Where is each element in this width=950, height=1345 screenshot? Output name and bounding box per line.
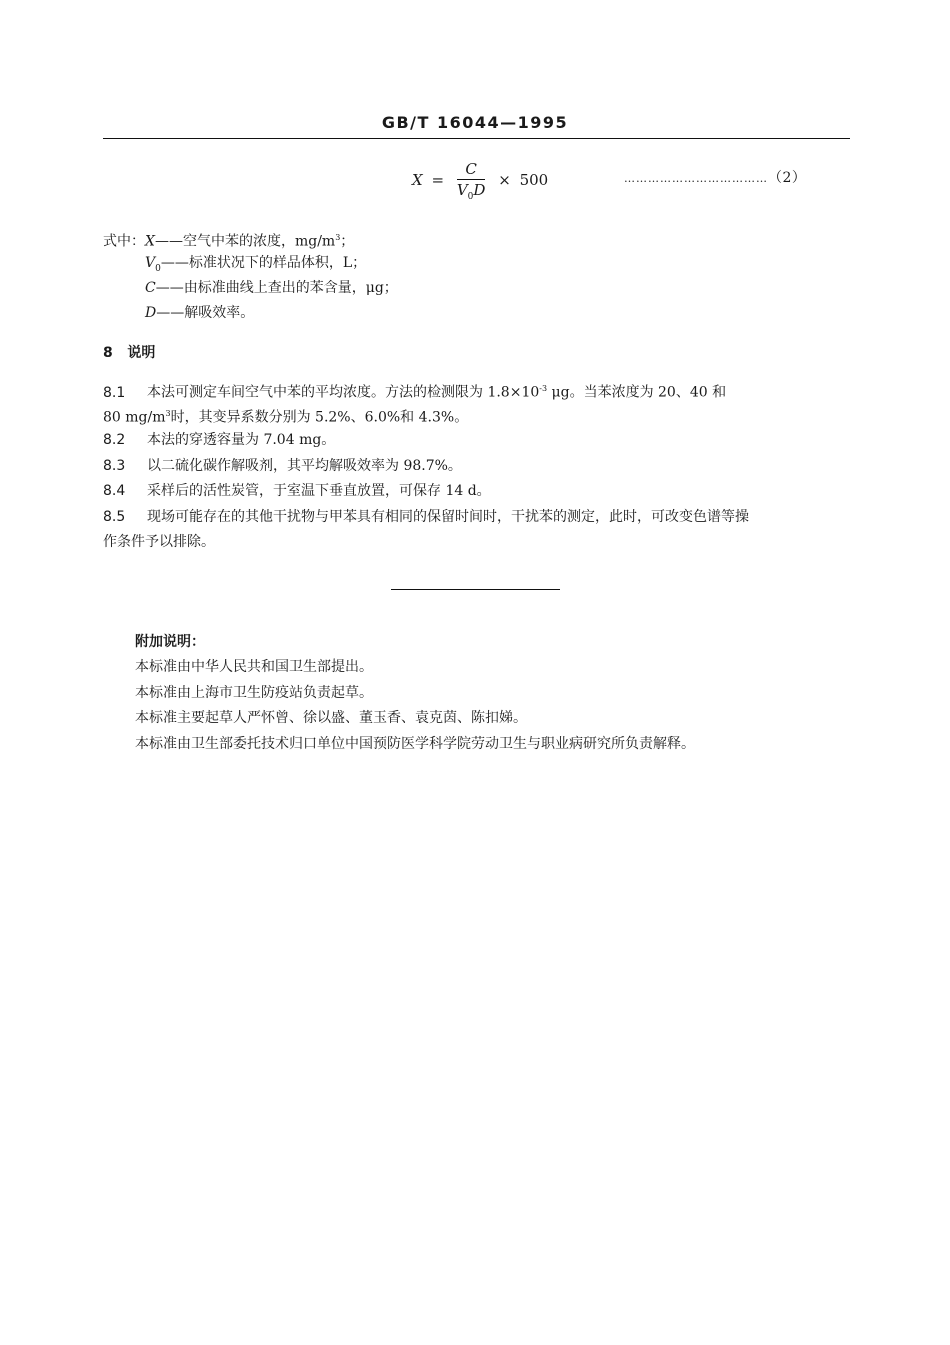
where-item-c <box>145 277 398 299</box>
formula-denominator-sub: 0 <box>467 192 474 202</box>
where-dash: —— <box>155 280 184 296</box>
clause-number: 8.5 <box>103 509 126 525</box>
clause-number: 8.3 <box>103 458 126 474</box>
where-sup: 3 <box>335 233 341 242</box>
formula-factor: 500 <box>519 171 549 189</box>
clause-text: 采样后的活性炭管，于室温下垂直放置，可保存 14 d。 <box>147 483 491 499</box>
formula-equals: = <box>431 171 445 189</box>
formula-fraction <box>457 160 486 202</box>
where-symbol: C <box>145 280 156 296</box>
where-desc: 空气中苯的浓度，mg/m <box>182 233 336 250</box>
clause-text: 作条件予以排除。 <box>103 534 215 550</box>
where-symbol: X <box>145 233 155 250</box>
equation-dots: ……………………………… <box>624 172 768 185</box>
formula-times: × <box>498 171 511 189</box>
section-title: 说明 <box>127 345 156 361</box>
formula-numerator: C <box>457 160 486 180</box>
appendix-line: 本标准由中华人民共和国卫生部提出。 <box>135 659 373 675</box>
clause-8-5-line2 <box>103 531 215 553</box>
clause-number: 8.1 <box>103 384 126 401</box>
clause-8-3 <box>103 455 462 477</box>
appendix-line: 本标准主要起草人严怀曾、徐以盛、董玉香、袁克茵、陈扣娣。 <box>135 710 527 726</box>
clause-text: μg。当苯浓度为 20、40 和 <box>547 384 727 401</box>
document-header: GB/T 16044—1995 <box>381 113 569 132</box>
clause-text: 现场可能存在的其他干扰物与甲苯具有相同的保留时间时，干扰苯的测定，此时，可改变色谱等操 <box>147 509 749 525</box>
clause-8-1-line2 <box>103 403 468 429</box>
where-desc: 解吸效率。 <box>184 305 255 321</box>
where-desc: 由标准曲线上查出的苯含量，μg； <box>183 280 398 296</box>
clause-text: 以二硫化碳作解吸剂，其平均解吸效率为 98.7%。 <box>147 458 462 474</box>
equation-number-leader <box>624 167 806 187</box>
where-symbol: V <box>145 255 156 271</box>
formula-lhs: X <box>412 171 423 189</box>
clause-8-2 <box>103 429 335 451</box>
clause-text: 时，其变异系数分别为 5.2%、6.0%和 4.3%。 <box>170 409 469 426</box>
where-desc: 标准状况下的样品体积，L； <box>188 255 367 271</box>
clause-number: 8.2 <box>103 432 126 448</box>
where-dash: —— <box>154 233 183 250</box>
clause-8-5-line1 <box>103 506 749 528</box>
header-rule <box>103 138 850 139</box>
where-tail: ； <box>340 233 355 250</box>
end-rule <box>391 589 560 590</box>
appendix-line: 本标准由卫生部委托技术归口单位中国预防医学科学院劳动卫生与职业病研究所负责解释。 <box>135 736 695 752</box>
clause-8-4 <box>103 480 491 502</box>
where-symbol: D <box>145 305 157 321</box>
clause-8-1-line1 <box>103 378 726 404</box>
formula-denominator <box>457 180 486 202</box>
section-8-heading <box>103 342 155 362</box>
where-sub: 0 <box>155 263 161 274</box>
clause-text: 本法可测定车间空气中苯的平均浓度。方法的检测限为 1.8×10 <box>147 384 540 401</box>
section-number: 8 <box>103 345 113 361</box>
where-dash: —— <box>156 305 185 321</box>
where-intro: 式中： <box>103 233 145 250</box>
equation-number: （2） <box>768 170 807 186</box>
where-item-d <box>145 302 254 324</box>
where-item-v0 <box>145 252 366 280</box>
where-dash: —— <box>160 255 189 271</box>
appendix-line: 本标准由上海市卫生防疫站负责起草。 <box>135 685 373 701</box>
clause-text: 80 mg/m <box>103 409 166 426</box>
where-item-x <box>103 227 354 253</box>
formula <box>412 160 548 202</box>
clause-number: 8.4 <box>103 483 126 499</box>
clause-sup: 3 <box>165 409 171 418</box>
formula-denominator-d: D <box>473 181 486 199</box>
clause-sup: -3 <box>539 384 548 393</box>
formula-denominator-v: V <box>456 181 468 199</box>
clause-text: 本法的穿透容量为 7.04 mg。 <box>147 432 336 448</box>
appendix-title: 附加说明： <box>135 634 205 650</box>
